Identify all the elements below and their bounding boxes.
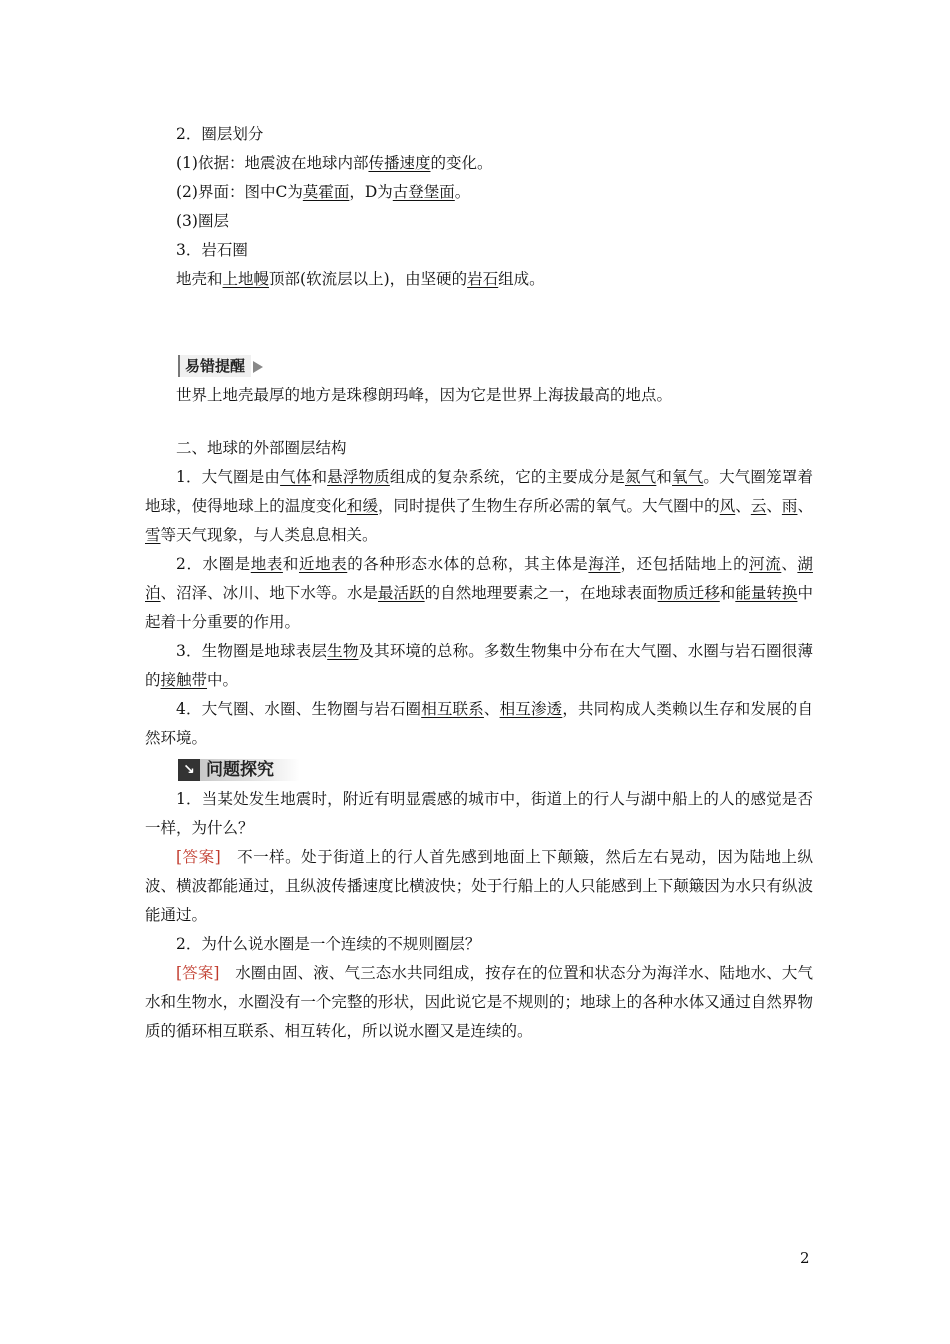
text-run: 的变化。 bbox=[430, 154, 493, 172]
problem-exploration-label: 问题探究 bbox=[200, 759, 300, 781]
text-run: (1)依据：地震波在地球内部 bbox=[176, 154, 369, 172]
text-run: 等天气现象，与人类息息相关。 bbox=[160, 526, 378, 544]
answer-blank: 上地幔 bbox=[222, 270, 270, 288]
text-run: 组成。 bbox=[498, 270, 545, 288]
text-run: 、 bbox=[781, 555, 798, 573]
question-1: 1．当某处发生地震时，附近有明显震感的城市中，街道上的行人与湖中船上的人的感觉是否一样，为什么？ bbox=[145, 790, 813, 837]
text-run: 、沼泽、冰川、地下水等。水是 bbox=[160, 584, 379, 602]
answer-blank: 海洋 bbox=[588, 555, 621, 573]
text-run: 4．大气圈、水圈、生物圈与岩石圈 bbox=[176, 700, 422, 718]
answer-blank: 河流 bbox=[749, 555, 782, 573]
error-tip-tag bbox=[145, 352, 813, 381]
page-number: 2 bbox=[800, 1249, 810, 1267]
text-run: 。大气圈笼罩着地球，使得地球上的温度变化 bbox=[145, 468, 813, 515]
answer-blank: 云 bbox=[750, 497, 767, 515]
text-run: 和 bbox=[311, 468, 328, 486]
answer-blank: 古登堡面 bbox=[392, 183, 455, 201]
text-run: 组成的复杂系统，它的主要成分是 bbox=[389, 468, 625, 486]
answer-blank: 岩石 bbox=[467, 270, 499, 288]
answer-blank: 雪 bbox=[145, 526, 161, 544]
answer-blank: 风 bbox=[719, 497, 736, 515]
answer-1 bbox=[145, 843, 813, 930]
page-content bbox=[145, 120, 813, 1046]
answer-blank: 相互联系 bbox=[421, 700, 484, 718]
arrow-down-right-icon: ↘ bbox=[178, 759, 200, 781]
answer-blank: 悬浮物质 bbox=[327, 468, 390, 486]
text-run: 2．水圈是 bbox=[176, 555, 251, 573]
text-run: 、 bbox=[735, 497, 751, 515]
text-run: ，还包括陆地上的 bbox=[620, 555, 750, 573]
interface-line bbox=[145, 178, 813, 207]
text-run: (2)界面：图中C为 bbox=[176, 183, 303, 201]
text-run: 和 bbox=[719, 584, 736, 602]
answer-blank: 雨 bbox=[781, 497, 798, 515]
answer-blank: 莫霍面 bbox=[302, 183, 350, 201]
text-run: 地壳和 bbox=[176, 270, 223, 288]
text-run: 中。 bbox=[207, 671, 239, 689]
text-run: ，共同构成人类赖以生存和发展的自然环境。 bbox=[145, 700, 813, 747]
paragraph-interrelation bbox=[145, 695, 813, 753]
answer-blank: 物质迁移 bbox=[657, 584, 720, 602]
text-run: 1．大气圈是由 bbox=[176, 468, 281, 486]
answer-blank: 接触带 bbox=[160, 671, 208, 689]
answer-text: 不一样。处于街道上的行人首先感到地面上下颠簸，然后左右晃动，因为陆地上纵波、横波都能通过，且纵波传播速度比横波快；处于行船上的人只能感到上下颠簸因为水只有纵波能通过。 bbox=[145, 848, 813, 924]
text-run: 的各种形态水体的总称，其主体是 bbox=[347, 555, 589, 573]
answer-2 bbox=[145, 959, 813, 1046]
text-run: 中起着十分重要的作用。 bbox=[145, 584, 813, 631]
answer-blank: 和缓 bbox=[346, 497, 378, 515]
text-run: 顶部(软流层以上)，由坚硬的 bbox=[269, 270, 468, 288]
text-run: 和 bbox=[656, 468, 673, 486]
text-run: 、 bbox=[483, 700, 500, 718]
section-title-outer-layers: 二、地球的外部圈层结构 bbox=[176, 439, 347, 457]
paragraph-biosphere bbox=[145, 637, 813, 695]
triangle-right-icon bbox=[253, 361, 263, 373]
text-run: 和 bbox=[282, 555, 299, 573]
answer-blank: 生物 bbox=[327, 642, 359, 660]
error-tip-label: 易错提醒 bbox=[178, 355, 251, 377]
answer-label: [答案] bbox=[176, 848, 221, 866]
paragraph-atmosphere bbox=[145, 463, 813, 550]
error-tip-text: 世界上地壳最厚的地方是珠穆朗玛峰，因为它是世界上海拔最高的地点。 bbox=[176, 386, 673, 404]
answer-text: 水圈由固、液、气三态水共同组成，按存在的位置和状态分为海洋水、陆地水、大气水和生物水，水圈没有一个完整的形状，因此说它是不规则的；地球上的各种水体又通过自然界物质的循环相互联系、相互转化，所以说水圈又是连续的。 bbox=[145, 964, 813, 1040]
answer-blank: 最活跃 bbox=[378, 584, 425, 602]
answer-blank: 气体 bbox=[280, 468, 312, 486]
answer-blank: 地表 bbox=[250, 555, 283, 573]
question-2: 2．为什么说水圈是一个连续的不规则圈层？ bbox=[176, 935, 481, 953]
lithosphere-line bbox=[145, 265, 813, 294]
answer-blank: 传播速度 bbox=[368, 154, 431, 172]
text-run: 及其环境的总称。多数生物集中分布在大气圈、水圈与岩石圈很薄的 bbox=[145, 642, 813, 689]
answer-blank: 氮气 bbox=[624, 468, 657, 486]
text-run: ，同时提供了生物生存所必需的氧气。大气圈中的 bbox=[378, 497, 720, 515]
text-run: ，D为 bbox=[349, 183, 393, 201]
answer-blank: 湖泊 bbox=[145, 555, 813, 602]
text-run: 。 bbox=[454, 183, 471, 201]
text-run: 、 bbox=[766, 497, 782, 515]
basis-line bbox=[145, 149, 813, 178]
answer-blank: 氧气 bbox=[672, 468, 704, 486]
text-run: 3．生物圈是地球表层 bbox=[176, 642, 328, 660]
text-run: 的自然地理要素之一，在地球表面 bbox=[424, 584, 658, 602]
text-run: 、 bbox=[797, 497, 813, 515]
answer-label: [答案] bbox=[176, 964, 220, 982]
answer-blank: 相互渗透 bbox=[499, 700, 563, 718]
layers-line: (3)圈层 bbox=[176, 212, 229, 230]
heading-lithosphere: 3．岩石圈 bbox=[176, 241, 248, 259]
problem-exploration-header bbox=[178, 755, 813, 785]
answer-blank: 能量转换 bbox=[735, 584, 798, 602]
answer-blank: 近地表 bbox=[298, 555, 348, 573]
heading-layer-division: 2．圈层划分 bbox=[176, 125, 264, 143]
paragraph-hydrosphere bbox=[145, 550, 813, 637]
